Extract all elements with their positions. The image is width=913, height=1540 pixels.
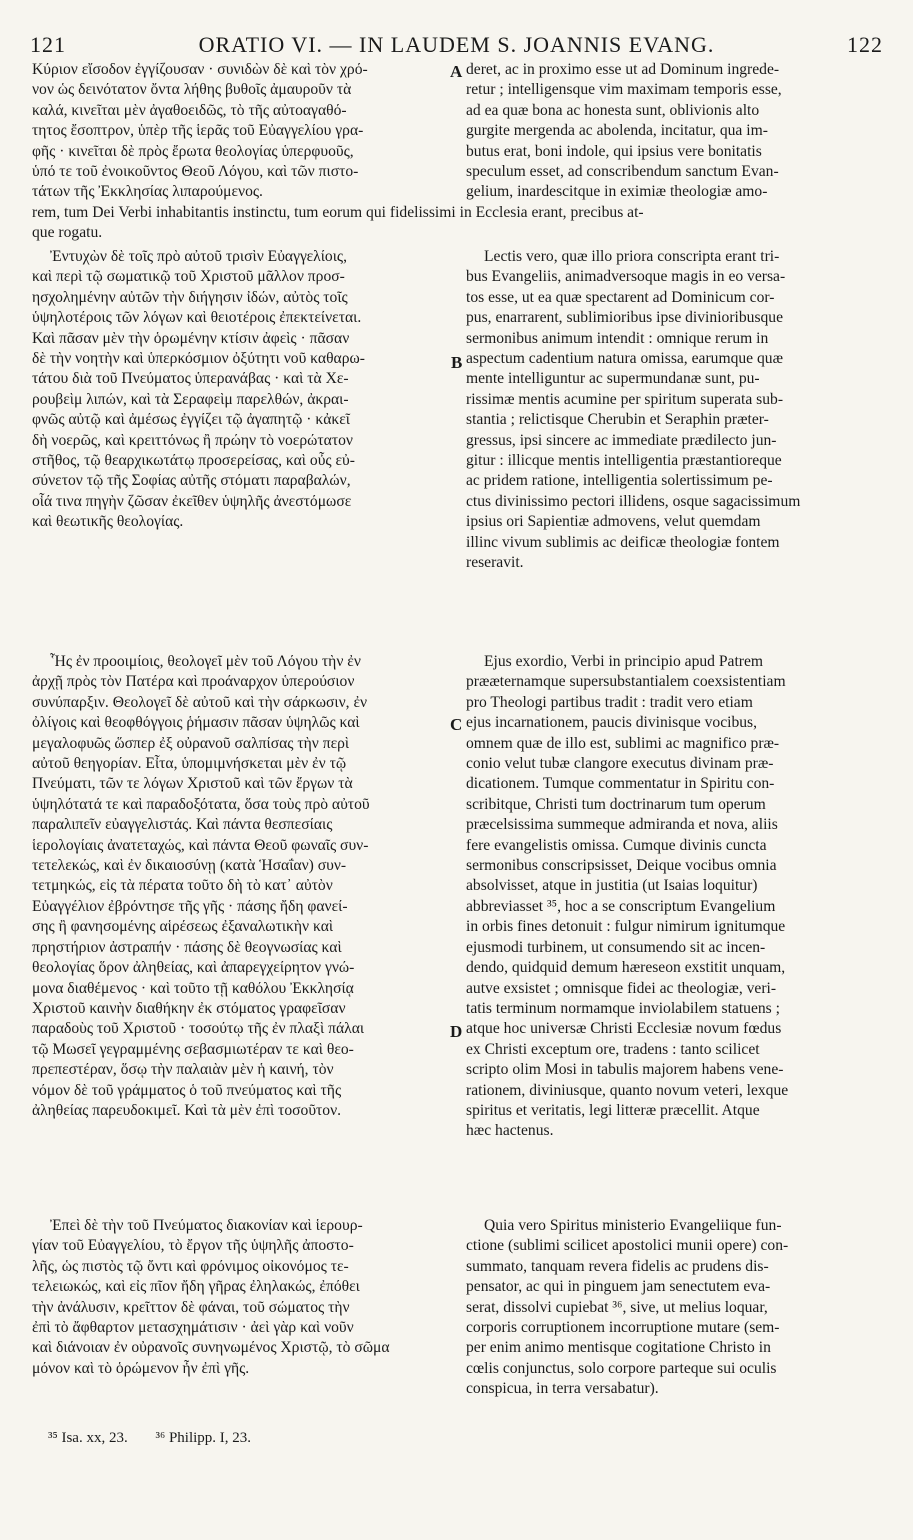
section-marker-d: D xyxy=(450,1022,463,1041)
text-line: σύνετον τῷ τῆς Σοφίας αὐτῆς στόματι παραβαλών, xyxy=(32,472,351,490)
greek-column-block-4 xyxy=(32,1216,448,1379)
text-line: Quia vero Spiritus ministerio Evangeliique fun- xyxy=(484,1217,782,1234)
text-line: conio velut tubæ clangore executus divinam præ- xyxy=(466,755,774,773)
text-line: stantia ; relictisque Cherubin et Seraphin præter- xyxy=(466,411,769,429)
text-line: deret, ac in proximo esse ut ad Dominum ingrede- xyxy=(466,61,780,78)
text-line: fere evangelistis omissa. Cumque divinis cuncta xyxy=(466,836,767,854)
text-line: ipsius ori Sapientiæ admovens, velut quemdam xyxy=(466,513,761,531)
text-line: νον ὡς δεινότατον ὄντα λήθης βυθοῖς ἀμαυροῦν τὰ xyxy=(32,81,352,99)
text-line: mente intelliguntur ac supermundanæ sunt, pu- xyxy=(466,370,760,388)
text-line: serat, dissolvi cupiebat ³⁶, sive, ut melius loquar, xyxy=(466,1298,768,1316)
text-line: absolvisset, atque in justitia (ut Isaias loquitur) xyxy=(466,877,758,895)
text-line: rissimæ mentis acumine per spiritum superata sub- xyxy=(466,390,784,408)
text-line: per enim animo mentisque cogitatione Christo in xyxy=(466,1339,771,1357)
text-line: bus Evangeliis, animadversoque magis in eo versa- xyxy=(466,268,786,286)
text-line: ἱερολογίαις ἀνατεταχώς, καὶ πάντα Θεοῦ φωναῖς συν- xyxy=(32,836,369,854)
right-page-number: 122 xyxy=(846,32,883,57)
full-width-text xyxy=(32,203,880,244)
text-line: sermonibus animum intendit : omnique rerum in xyxy=(466,329,769,347)
text-line: Ἧς ἐν προοιμίοις, θεολογεῖ μὲν τοῦ Λόγου τὴν ἐν xyxy=(50,653,361,670)
text-line: spiritus et veritatis, legi litteræ præcellit. Atque xyxy=(466,1101,760,1119)
text-line: τετελεκώς, καὶ ἐν δικαιοσύνῃ (κατὰ Ἡσαΐαν) συν- xyxy=(32,857,347,875)
text-line: rem, tum Dei Verbi inhabitantis instinctu, tum eorum qui fidelissimi in Ecclesia erant, precibus at- xyxy=(32,204,644,221)
text-line: τάτου διὰ τοῦ Πνεύματος ὑπερανάβας · καὶ τὰ Χε- xyxy=(32,370,349,388)
text-line: φῆς · κινεῖται δὲ πρὸς ἔρωτα θεολογίας ὑπερφυοῦς, xyxy=(32,142,354,160)
footnote-35: ³⁵ Isa. xx, 23. xyxy=(48,1430,128,1446)
text-line: præcelsissima summeque admiranda et nova, aliis xyxy=(466,816,778,834)
latin-column-block-4 xyxy=(466,1216,879,1400)
text-line: pro Theologi partibus tradit : tradit vero etiam xyxy=(466,693,753,711)
text-line: συνύπαρξιν. Θεολογεῖ δὲ αὐτοῦ καὶ τὴν σάρκωσιν, ἐν xyxy=(32,693,368,711)
greek-column-block-3 xyxy=(32,652,448,1121)
text-line: Ἐπεὶ δὲ τὴν τοῦ Πνεύματος διακονίαν καὶ ἱερουρ- xyxy=(50,1217,363,1234)
text-line: σης ἢ φανησομένης αἱρέσεως ἐξαναλωτικὴν καὶ xyxy=(32,918,334,936)
text-line: οἷά τινα πηγὴν ζῶσαν ἐκεῖθεν ὑψηλῆς ἀνεστόμωσε xyxy=(32,492,352,510)
section-marker-c: C xyxy=(450,715,463,734)
text-line: ρουβεὶμ λιπών, καὶ τὰ Σεραφεὶμ παρελθών, ἀκραι- xyxy=(32,390,349,408)
text-line: sermonibus conscripsisset, Deique vocibus omnia xyxy=(466,857,777,875)
text-line: Καὶ πᾶσαν μὲν τὴν ὁρωμένην κτίσιν ἀφεὶς · πᾶσαν xyxy=(32,329,350,347)
text-line: ctione (sublimi scilicet apostolici munii opere) con- xyxy=(466,1237,789,1255)
text-line: summato, tanquam revera fidelis ac prudens dis- xyxy=(466,1257,769,1275)
text-line: conspicua, in terra versabatur). xyxy=(466,1380,659,1398)
text-line: dendo, quidquid demum hæreseon exstitit unquam, xyxy=(466,959,786,977)
text-line: καὶ περὶ τῷ σωματικῷ τοῦ Χριστοῦ μᾶλλον προσ- xyxy=(32,268,345,286)
text-line: dicationem. Tumque commentatur in Spiritu con- xyxy=(466,775,775,793)
text-line: ejus incarnationem, paucis divinisque vocibus, xyxy=(466,714,758,732)
text-line: in orbis fines detonuit : fulgur nimirum ignitumque xyxy=(466,918,786,936)
text-line: γίαν τοῦ Εὐαγγελίου, τὸ ἔργον τῆς ὑψηλῆς ἀποστο- xyxy=(32,1237,354,1255)
text-line: corporis corruptionem incorruptione mutare (sem- xyxy=(466,1319,780,1337)
text-line: prææternamque supersubstantialem coexsistentiam xyxy=(466,673,786,691)
text-line: Ejus exordio, Verbi in principio apud Patrem xyxy=(484,653,764,670)
text-line: παραδοὺς τοῦ Χριστοῦ · τοσούτῳ τῆς ἐν πλαξὶ πάλαι xyxy=(32,1020,365,1038)
text-line: ὑπό τε τοῦ ἐνοικοῦντος Θεοῦ Λόγου, καὶ τῶν πιστο- xyxy=(32,163,359,181)
greek-column-block-1 xyxy=(32,60,448,203)
text-line: speculum esset, ad conscribendum sanctum Evan- xyxy=(466,163,779,181)
text-line: pensator, ac qui in pinguem jam senectutem eva- xyxy=(466,1278,771,1296)
text-line: τάτων τῆς Ἐκκλησίας λιπαρούμενος. xyxy=(32,183,263,201)
text-line: retur ; intelligensque vim maximam temporis esse, xyxy=(466,81,782,99)
text-line: gressus, ipsi sincere ac immediate prædilecto jun- xyxy=(466,431,777,449)
text-line: tos esse, ut ea quæ spectarent ad Dominicum cor- xyxy=(466,288,775,306)
text-line: καὶ διάνοιαν ἐν οὐρανοῖς συνηνωμένος Χριστῷ, τὸ σῶμα xyxy=(32,1339,390,1357)
text-line: τητος ἔσοπτρον, ὑπὲρ τῆς ἱερᾶς τοῦ Εὐαγγελίου γρα- xyxy=(32,122,364,140)
text-line: δὲ τὴν νοητὴν καὶ ὑπερκόσμιον ὀξύτητι νοῦ καθαρω- xyxy=(32,350,365,368)
text-line: cœlis conjunctus, solo corpore parteque sui oculis xyxy=(466,1359,777,1377)
text-line: φνῶς αὐτῷ καὶ ἀμέσως ἐγγίζει τῷ ἀγαπητῷ · κἀκεῖ xyxy=(32,411,350,429)
latin-column-block-2 xyxy=(466,247,879,574)
text-line: reseravit. xyxy=(466,554,524,572)
latin-column-block-1 xyxy=(466,60,879,203)
text-line: gelium, inardescitque in eximiæ theologiæ amo- xyxy=(466,183,768,201)
section-marker-a: A xyxy=(450,62,463,81)
text-line: μονα διαθέμενος · καὶ τοῦτο τῇ καθόλου Ἐκκλησίᾳ xyxy=(32,979,354,997)
text-line: Πνεύματι, τῶν τε λόγων Χριστοῦ καὶ τῶν ἔργων τὰ xyxy=(32,775,353,793)
text-line: gurgite mergenda ac abolenda, incitatur, qua im- xyxy=(466,122,768,140)
text-line: atque hoc universæ Christi Ecclesiæ novum fœdus xyxy=(466,1020,782,1038)
text-line: νόμον δὲ τοῦ γράμματος ὁ τοῦ πνεύματος καὶ τῆς xyxy=(32,1081,342,1099)
text-line: Ἐντυχὼν δὲ τοῖς πρὸ αὐτοῦ τρισὶν Εὐαγγελίοις, xyxy=(50,248,347,265)
text-line: τῷ Μωσεῖ γεγραμμένης σεβασμιωτέραν τε καὶ θεο- xyxy=(32,1040,354,1058)
text-line: ctus divinissimo pectori illidens, osque sagacissimum xyxy=(466,492,801,510)
text-line: ac pridem ratione, intelligentia solertissimum pe- xyxy=(466,472,773,490)
text-line: θεολογίας ὅρον ἀληθείας, καὶ ἀπαρεγχείρητον γνώ- xyxy=(32,959,355,977)
latin-column-block-3 xyxy=(466,652,879,1142)
text-line: hæc hactenus. xyxy=(466,1122,554,1140)
text-line: ex Christi exceptum ore, tradens : tanto scilicet xyxy=(466,1040,760,1058)
text-line: ἀληθείας παρευδοκιμεῖ. Καὶ τὰ μὲν ἐπὶ τοσοῦτον. xyxy=(32,1101,342,1119)
text-line: ad ea quæ bona ac honesta sunt, oblivionis alto xyxy=(466,101,760,119)
text-line: ὑψηλότατά τε καὶ παραδοξότατα, ὅσα τοὺς πρὸ αὐτοῦ xyxy=(32,795,370,813)
text-line: ἐπὶ τὸ ἄφθαρτον μετασχημάτισιν · ἀεὶ γὰρ καὶ νοῦν xyxy=(32,1319,354,1337)
text-line: gitur : illicque mentis intelligentia præstantioreque xyxy=(466,452,782,470)
text-line: Κύριον εἴσοδον ἐγγίζουσαν · συνιδὼν δὲ καὶ τὸν χρό- xyxy=(32,61,368,78)
text-line: autve exsistet ; omnisque fidei ac theologiæ, veri- xyxy=(466,979,777,997)
left-page-number: 121 xyxy=(30,32,66,57)
text-line: καὶ θεωτικῆς θεολογίας. xyxy=(32,513,184,531)
text-line: que rogatu. xyxy=(32,224,103,242)
running-title: ORATIO VI. — IN LAUDEM S. JOANNIS EVANG. xyxy=(198,32,715,57)
text-line: Εὐαγγέλιον ἐβρόντησε τῆς γῆς · πάσης ἤδη φανεί- xyxy=(32,897,348,915)
text-line: τετμηκώς, εἰς τὰ πέρατα τοῦτο δὴ τὸ κατ᾽ αὐτὸν xyxy=(32,877,333,895)
greek-column-block-2 xyxy=(32,247,448,533)
text-line: λῆς, ὡς πιστὸς τῷ ὄντι καὶ φρόνιμος οἰκονόμος τε- xyxy=(32,1257,349,1275)
text-line: πρηστήριον ἀστραπήν · πάσης δὲ θεογνωσίας καὶ xyxy=(32,938,342,956)
text-line: στῆθος, τῷ θεαρχικωτάτῳ προσερείσας, καὶ οὖς εὐ- xyxy=(32,452,355,470)
text-line: ejusmodi turbinem, ut consumendo sit ac incen- xyxy=(466,938,766,956)
text-line: aspectum cadentium natura omissa, earumque quæ xyxy=(466,350,783,368)
text-line: omnem quæ de illo est, sublimi ac magnifico præ- xyxy=(466,734,780,752)
text-line: pus, enarrarent, sublimioribus ipse divinioribusque xyxy=(466,309,784,327)
text-line: μόνον καὶ τὸ ὁρώμενον ἦν ἐπὶ γῆς. xyxy=(32,1359,250,1377)
text-line: αὐτοῦ θεηγορίαν. Εἶτα, ὑπομιμνήσκεται μὲν ἐν τῷ xyxy=(32,755,347,773)
text-line: butus erat, boni indole, qui ipsius vere bonitatis xyxy=(466,142,762,160)
text-line: δὴ νοερῶς, καὶ κρειττόνως ἢ πρώην τὸ νοερώτατον xyxy=(32,431,353,449)
text-line: scripto olim Mosi in tabulis majorem habens vene- xyxy=(466,1061,784,1079)
footnotes xyxy=(48,1430,275,1447)
section-marker-b: B xyxy=(451,353,463,372)
running-header xyxy=(30,32,883,58)
text-line: τελειωκώς, καὶ εἰς πῖον ἤδη γῆρας ἐληλακώς, ἐπόθει xyxy=(32,1278,360,1296)
text-line: ησχολημένην αὐτῶν τὴν διήγησιν ἰδών, αὐτὸς τοῖς xyxy=(32,288,348,306)
text-line: ὀλίγοις καὶ θεοφθόγγοις ῥήμασιν πᾶσαν ὑψηλῶς καὶ xyxy=(32,714,360,732)
text-line: ἀρχῇ πρὸς τὸν Πατέρα καὶ προάναρχον ὑπερούσιον xyxy=(32,673,355,691)
text-line: Χριστοῦ καινὴν διαθήκην ἐκ στόματος γραφεῖσαν xyxy=(32,999,346,1017)
text-line: τὴν ἀνάλυσιν, κρεῖττον δὲ φάναι, τοῦ σώματος τὴν xyxy=(32,1298,350,1316)
text-line: illinc vivum sublimis ac deificæ theologiæ fontem xyxy=(466,533,780,551)
text-line: πρεπεστέραν, ὅσῳ τὴν παλαιὰν μὲν ἡ καινή, τὸν xyxy=(32,1061,334,1079)
text-line: μεγαλοφυῶς ὥσπερ ἐξ οὐρανοῦ σαλπίσας τὴν περὶ xyxy=(32,734,350,752)
text-line: abbreviasset ³⁵, hoc a se conscriptum Evangelium xyxy=(466,897,776,915)
text-line: καλά, κινεῖται μὲν ἀγαθοειδῶς, τὸ τῆς αὐτοαγαθό- xyxy=(32,101,347,119)
text-line: rationem, diviniusque, quanto novum veteri, lexque xyxy=(466,1081,789,1099)
text-line: Lectis vero, quæ illo priora conscripta erant tri- xyxy=(484,248,780,265)
text-line: ὑψηλοτέροις τῶν λόγων καὶ θειοτέροις ἐπεκτείνεται. xyxy=(32,309,362,327)
text-line: scribitque, Christi tum doctrinarum tum operum xyxy=(466,795,766,813)
text-line: παραλιπεῖν εὐαγγελιστάς. Καὶ πάντα θεσπεσίαις xyxy=(32,816,333,834)
footnote-36: ³⁶ Philipp. I, 23. xyxy=(155,1430,252,1446)
text-line: tatis terminum normamque inviolabilem statuens ; xyxy=(466,999,780,1017)
